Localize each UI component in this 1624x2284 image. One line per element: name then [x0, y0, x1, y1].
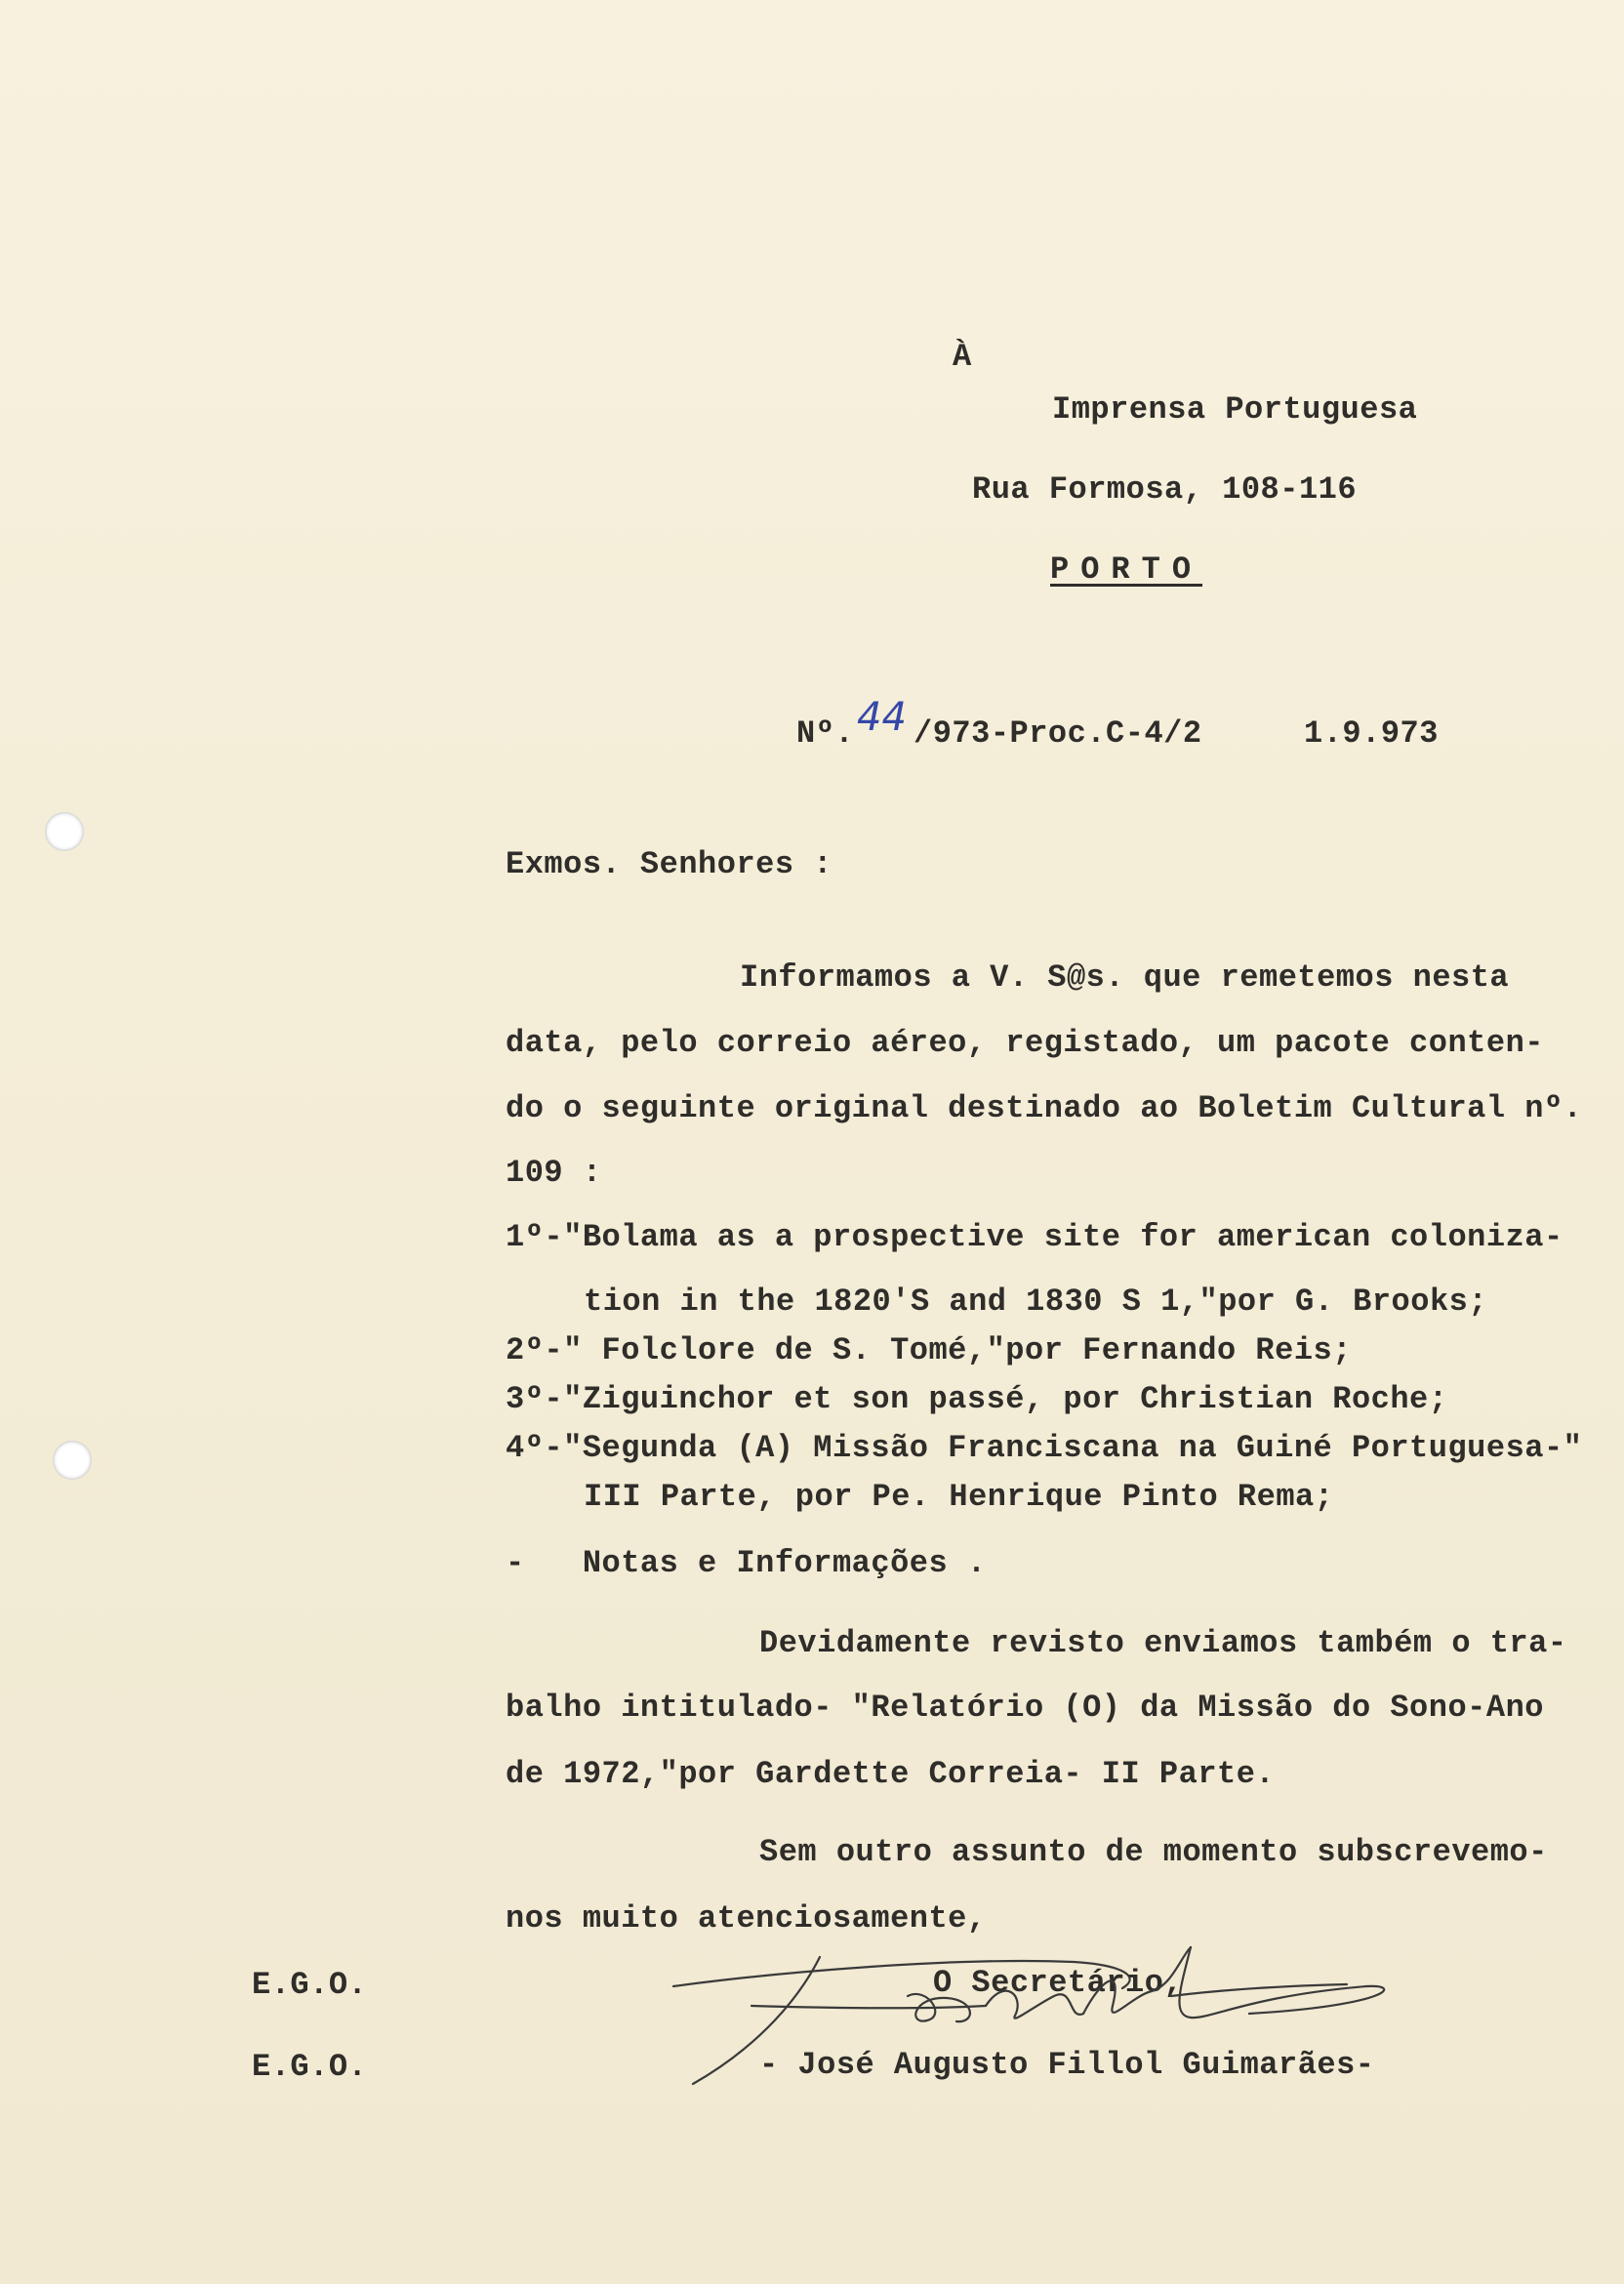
reference-date: 1.9.973 [1304, 715, 1439, 752]
punch-hole-top [45, 812, 84, 851]
address-prefix: À [953, 339, 972, 375]
body-line: do o seguinte original destinado ao Boletim Cultural nº. [506, 1090, 1583, 1126]
initials: E.G.O. [252, 2049, 368, 2085]
body-line: nos muito atenciosamente, [506, 1900, 987, 1937]
reference-label: Nº. [796, 715, 855, 752]
body-line: Devidamente revisto enviamos também o tra- [759, 1625, 1567, 1661]
handwritten-reference-number: 44 [857, 695, 907, 740]
signer-name: - José Augusto Fillol Guimarães- [759, 2047, 1375, 2083]
initials: E.G.O. [252, 1967, 368, 2003]
address-company: Imprensa Portuguesa [1052, 391, 1418, 428]
list-item: - Notas e Informações . [506, 1545, 987, 1581]
address-street: Rua Formosa, 108-116 [972, 471, 1358, 508]
list-item: III Parte, por Pe. Henrique Pinto Rema; [584, 1479, 1334, 1515]
body-line: Sem outro assunto de momento subscrevemo- [759, 1834, 1548, 1870]
list-item: 1º-"Bolama as a prospective site for american coloniza- [506, 1219, 1563, 1255]
punch-hole-bottom [53, 1441, 92, 1480]
list-item: 2º-" Folclore de S. Tomé,"por Fernando Reis; [506, 1332, 1352, 1368]
body-line: data, pelo correio aéreo, registado, um pacote conten- [506, 1025, 1544, 1061]
body-line: 109 : [506, 1155, 602, 1191]
signer-title: O Secretário, [933, 1965, 1184, 2001]
handwritten-signature [664, 1937, 1405, 2094]
body-line: balho intitulado- "Relatório (O) da Missão do Sono-Ano [506, 1690, 1544, 1726]
salutation: Exmos. Senhores : [506, 846, 832, 882]
body-line: de 1972,"por Gardette Correia- II Parte. [506, 1756, 1276, 1792]
list-item: tion in the 1820'S and 1830 S 1,"por G. Brooks; [584, 1284, 1488, 1320]
list-item: 3º-"Ziguinchor et son passé, por Christian Roche; [506, 1381, 1448, 1417]
list-item: 4º-"Segunda (A) Missão Franciscana na Guiné Portuguesa-" [506, 1430, 1583, 1466]
address-city: PORTO [1050, 551, 1203, 588]
body-line: Informamos a V. S@s. que remetemos nesta [740, 959, 1510, 996]
reference-process: /973-Proc.C-4/2 [914, 715, 1202, 752]
